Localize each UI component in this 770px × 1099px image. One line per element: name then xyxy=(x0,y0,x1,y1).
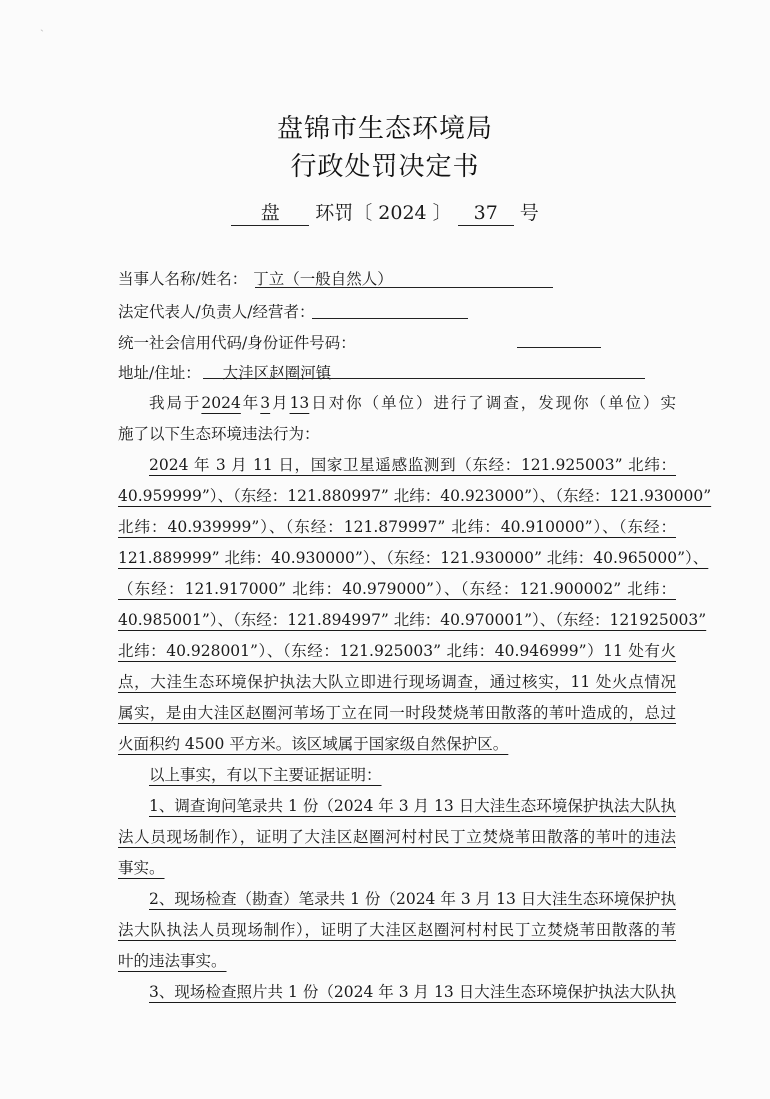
address-label: 地址/住址： xyxy=(118,364,201,382)
evidence-line: 法人员现场制作），证明了大洼区赵圈河村村民丁立焚烧苇田散落的苇叶的违法 xyxy=(118,828,676,846)
violation-line: 火面积约 4500 平方米。该区域属于国家级自然保护区。 xyxy=(118,735,509,753)
violation-paragraph xyxy=(118,450,712,760)
doc-number-suffix: 号 xyxy=(519,202,539,224)
evidence-line: 法大队执法人员现场制作），证明了大洼区赵圈河村村民丁立焚烧苇田散落的苇 xyxy=(118,921,676,939)
agency-title: 盘锦市生态环境局 xyxy=(276,114,493,144)
evidence-line: 3、现场检查照片共 1 份（2024 年 3 月 13 日大洼生态环境保护执法大队执 xyxy=(149,983,676,1001)
investigation-day: 13 xyxy=(289,394,310,412)
intro-paragraph xyxy=(118,388,676,450)
document-number xyxy=(0,198,770,226)
investigation-year: 2024 xyxy=(201,394,241,412)
legal-rep-underline xyxy=(312,318,468,319)
intro-line-2: 施了以下生态环境违法行为： xyxy=(118,425,320,443)
intro-text: 我局于 xyxy=(149,394,202,412)
intro-text: 月 xyxy=(270,394,290,412)
party-name-value: 丁立（一般自然人） xyxy=(253,270,393,288)
evidence-item-2 xyxy=(118,884,676,977)
legal-rep-row xyxy=(118,300,314,322)
evidence-intro xyxy=(118,760,676,791)
violation-line: 2024 年 3 月 11 日，国家卫星遥感监测到（东经：121.925003” 北纬： xyxy=(149,456,676,474)
id-number-label: 统一社会信用代码/身份证件号码： xyxy=(118,334,356,352)
evidence-item-1 xyxy=(118,791,676,884)
doc-number-mid: 环罚〔 2024 〕 xyxy=(315,202,452,224)
violation-line: 点，大洼生态环境保护执法大队立即进行现场调查，通过核实，11 处火点情况 xyxy=(118,673,676,691)
doc-number-value: 37 xyxy=(458,201,514,226)
intro-text: 日对你（单位）进行了调查，发现你（单位）实 xyxy=(309,394,676,412)
evidence-intro-text: 以上事实，有以下主要证据证明： xyxy=(149,766,382,784)
violation-line: 北纬：40.928001”）、（东经：121.925003” 北纬：40.946999”）11 处有火 xyxy=(118,642,676,660)
party-name-underline xyxy=(255,287,553,288)
investigation-month: 3 xyxy=(260,394,271,412)
party-name-row xyxy=(118,267,393,289)
id-number-row xyxy=(118,331,356,353)
address-value: 大洼区赵圈河镇 xyxy=(222,364,332,382)
document-type-title: 行政处罚决定书 xyxy=(290,152,480,182)
evidence-item-3 xyxy=(118,977,676,1008)
violation-line: 北纬：40.939999”）、（东经：121.879997” 北纬：40.910000”）、（东经： xyxy=(118,518,676,536)
id-number-underline xyxy=(517,347,601,348)
violation-line: 121.889999” 北纬：40.930000”）、（东经：121.930000” 北纬：40.965000”）、 xyxy=(118,549,709,567)
violation-line: （东经：121.917000” 北纬：40.979000”）、（东经：121.900002” 北纬： xyxy=(118,580,676,598)
violation-line: 40.985001”）、（东经：121.894997” 北纬：40.970001”）、（东经：121925003” xyxy=(118,611,707,629)
legal-rep-label: 法定代表人/负责人/经营者： xyxy=(118,303,315,321)
intro-text: 年 xyxy=(240,394,261,412)
evidence-line: 叶的违法事实。 xyxy=(118,952,227,970)
evidence-line: 1、调查询问笔录共 1 份（2024 年 3 月 13 日大洼生态环境保护执法大队执 xyxy=(149,797,676,815)
evidence-line: 2、现场检查（勘查）笔录共 1 份（2024 年 3 月 13 日大洼生态环境保护执 xyxy=(149,890,676,908)
evidence-line: 事实。 xyxy=(118,859,165,877)
address-row xyxy=(118,361,331,383)
address-underline xyxy=(203,378,645,379)
violation-line: 属实，是由大洼区赵圈河苇场丁立在同一时段焚烧苇田散落的苇叶造成的，总过 xyxy=(118,704,676,722)
scan-artifact: ˎ xyxy=(40,18,44,32)
party-name-label: 当事人名称/姓名： xyxy=(118,270,248,288)
doc-number-prefix: 盘 xyxy=(231,201,309,226)
violation-line: 40.959999”）、（东经：121.880997” 北纬：40.923000”）、（东经：121.930000” xyxy=(118,487,712,505)
